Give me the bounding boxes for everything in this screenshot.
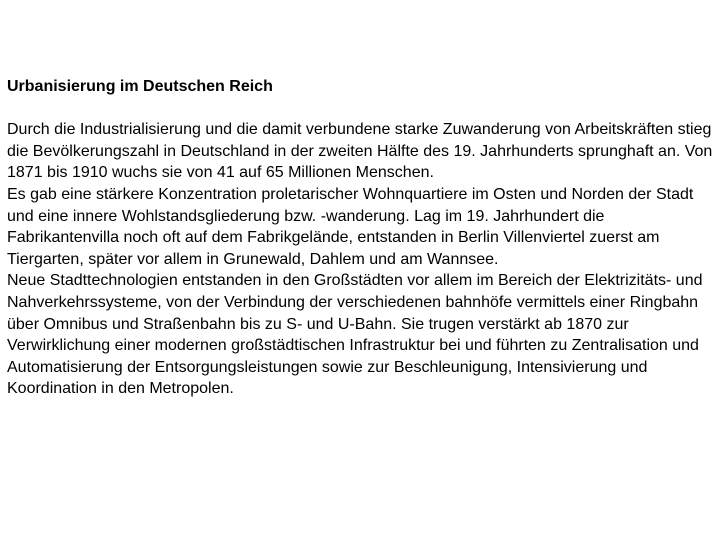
document-title: Urbanisierung im Deutschen Reich (7, 78, 273, 95)
paragraph-population-growth: Durch die Industrialisierung und die damit verbundene starke Zuwanderung von Arbeitskräften stieg die Bevölkerungszahl in Deutschland in der zweiten Hälfte des 19. Jahrhunderts sprunghaft an. Von 1871 bis 1910 wuchs sie von 41 auf 65 Millionen Menschen. (7, 121, 713, 182)
title-spacer (7, 98, 713, 120)
paragraph-residential-districts: Es gab eine stärkere Konzentration proletarischer Wohnquartiere im Osten und Norden der Stadt und eine innere Wohlstandsgliederung bzw. -wanderung. Lag im 19. Jahrhundert die Fabrikantenvilla noch oft auf dem Fabrikgelände, entstanden in Berlin Villenviertel zuerst am Tiergarten, später vor allem in Grunewald, Dahlem und am Wannsee. (7, 185, 694, 268)
document-body (7, 76, 713, 400)
paragraph-urban-technologies: Neue Stadttechnologien entstanden in den Großstädten vor allem im Bereich der Elektrizitäts- und Nahverkehrssysteme, von der Verbindung der verschiedenen bahnhöfe vermittels einer Ringbahn über Omnibus und Straßenbahn bis zu S- und U-Bahn. Sie trugen verstärkt ab 1870 zur Verwirklichung einer modernen großstädtischen Infrastruktur bei und führten zu Zentralisation und Automatisierung der Entsorgungsleistungen sowie zur Beschleunigung, Intensivierung und Koordination in den Metropolen. (7, 272, 703, 398)
